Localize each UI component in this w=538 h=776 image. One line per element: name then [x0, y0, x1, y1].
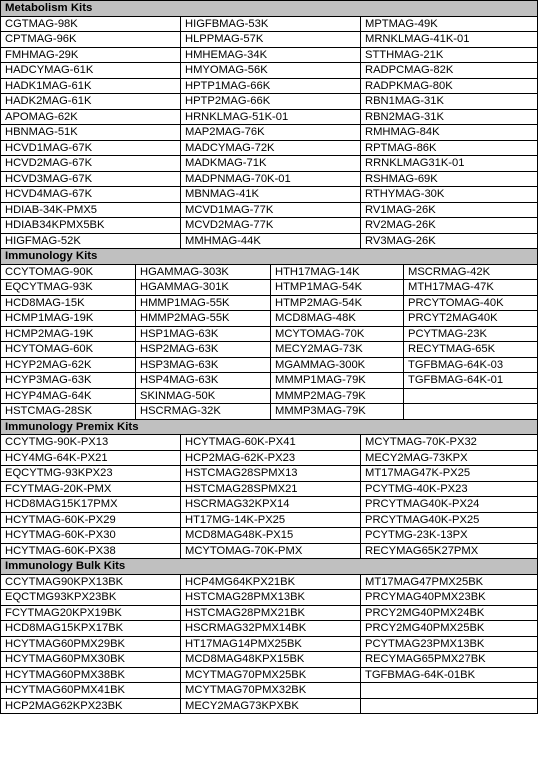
table-row — [1, 264, 538, 280]
table-row — [1, 698, 538, 714]
catalog-number-cell: FMHMAG-29K — [1, 47, 181, 63]
catalog-number-cell: HTMP1MAG-54K — [271, 280, 404, 296]
catalog-number-cell: HCYTOMAG-60K — [1, 342, 136, 358]
table-row — [1, 311, 538, 327]
catalog-number-cell: RV3MAG-26K — [361, 233, 538, 249]
catalog-number-cell: HSTCMAG28SPMX13 — [181, 466, 361, 482]
catalog-number-cell: HMMP1MAG-55K — [136, 295, 271, 311]
catalog-number-cell: HGAMMAG-301K — [136, 280, 271, 296]
catalog-number-cell: RECYMAG65PMX27BK — [361, 652, 538, 668]
catalog-number-cell: HCP2MAG-62K-PX23 — [181, 450, 361, 466]
catalog-number-cell: MBNMAG-41K — [181, 187, 361, 203]
catalog-number-cell: MCYTMAG70PMX25BK — [181, 667, 361, 683]
table-row — [1, 357, 538, 373]
catalog-number-cell: MCVD2MAG-77K — [181, 218, 361, 234]
catalog-number-cell: RPTMAG-86K — [361, 140, 538, 156]
catalog-number-cell: HCYTMAG-60K-PX41 — [181, 435, 361, 451]
catalog-number-cell: PRCYT2MAG40K — [404, 311, 538, 327]
empty-cell — [361, 683, 538, 699]
catalog-number-cell: MADCYMAG-72K — [181, 140, 361, 156]
catalog-number-cell: HCYTMAG60PMX30BK — [1, 652, 181, 668]
catalog-number-cell: HCYTMAG-60K-PX38 — [1, 543, 181, 559]
table-row — [1, 466, 538, 482]
table-row — [1, 109, 538, 125]
table-row — [1, 683, 538, 699]
catalog-number-cell: PCYTMAG-23K — [404, 326, 538, 342]
table-row — [1, 233, 538, 249]
catalog-number-cell: RECYMAG65K27PMX — [361, 543, 538, 559]
catalog-number-cell: HSP3MAG-63K — [136, 357, 271, 373]
table-row — [1, 187, 538, 203]
catalog-number-cell: FCYTMAG-20K-PMX — [1, 481, 181, 497]
table-row — [1, 202, 538, 218]
catalog-number-cell: HADK1MAG-61K — [1, 78, 181, 94]
table-row — [1, 512, 538, 528]
catalog-number-cell: PCYTMG-23K-13PX — [361, 528, 538, 544]
catalog-number-cell: MECY2MAG-73K — [271, 342, 404, 358]
catalog-number-cell: HMYOMAG-56K — [181, 63, 361, 79]
catalog-number-cell: EQCYTMG-93KPX23 — [1, 466, 181, 482]
catalog-number-cell: MMHMAG-44K — [181, 233, 361, 249]
table-row — [1, 32, 538, 48]
table-row — [1, 621, 538, 637]
catalog-number-cell: HSCRMAG32KPX14 — [181, 497, 361, 513]
catalog-number-cell: PCYTMAG23PMX13BK — [361, 636, 538, 652]
empty-cell — [361, 698, 538, 714]
catalog-number-cell: MECY2MAG-73KPX — [361, 450, 538, 466]
catalog-number-cell: HSTCMAG28PMX13BK — [181, 590, 361, 606]
catalog-number-cell: HGAMMAG-303K — [136, 264, 271, 280]
catalog-number-cell: EQCTMG93KPX23BK — [1, 590, 181, 606]
table-row — [1, 156, 538, 172]
catalog-number-cell: HCYP2MAG-62K — [1, 357, 136, 373]
catalog-number-cell: HMMP2MAG-55K — [136, 311, 271, 327]
catalog-number-cell: MAP2MAG-76K — [181, 125, 361, 141]
catalog-number-cell: MTH17MAG-47K — [404, 280, 538, 296]
catalog-number-cell: MCD8MAG48KPX15BK — [181, 652, 361, 668]
catalog-number-cell: EQCYTMAG-93K — [1, 280, 136, 296]
table-row — [1, 47, 538, 63]
catalog-number-cell: HCYTMAG60PMX38BK — [1, 667, 181, 683]
table-row — [1, 94, 538, 110]
catalog-number-cell: HCVD2MAG-67K — [1, 156, 181, 172]
catalog-number-cell: HCMP1MAG-19K — [1, 311, 136, 327]
catalog-number-cell: MT17MAG47K-PX25 — [361, 466, 538, 482]
catalog-number-cell: HDIAB34KPMX5BK — [1, 218, 181, 234]
table-row — [1, 590, 538, 606]
catalog-number-cell: RMHMAG-84K — [361, 125, 538, 141]
catalog-number-cell: MCD8MAG-48K — [271, 311, 404, 327]
catalog-number-cell: HCYTMAG60PMX29BK — [1, 636, 181, 652]
catalog-number-cell: HTH17MAG-14K — [271, 264, 404, 280]
catalog-number-cell: MSCRMAG-42K — [404, 264, 538, 280]
catalog-number-cell: HSTCMAG28SPMX21 — [181, 481, 361, 497]
section-header — [1, 559, 538, 575]
catalog-number-cell: HSTCMAG28PMX21BK — [181, 605, 361, 621]
catalog-number-cell: RBN1MAG-31K — [361, 94, 538, 110]
table-row — [1, 140, 538, 156]
catalog-number-cell: HCYTMAG60PMX41BK — [1, 683, 181, 699]
catalog-number-cell: SKINMAG-50K — [136, 388, 271, 404]
table-row — [1, 280, 538, 296]
section-header — [1, 1, 538, 17]
section-header — [1, 249, 538, 265]
table-row — [1, 404, 538, 420]
table-row — [1, 497, 538, 513]
catalog-number-cell: MMMP2MAG-79K — [271, 388, 404, 404]
table-row — [1, 16, 538, 32]
catalog-number-cell: PRCY2MG40PMX24BK — [361, 605, 538, 621]
catalog-number-cell: MCD8MAG48K-PX15 — [181, 528, 361, 544]
catalog-number-cell: HCY4MG-64K-PX21 — [1, 450, 181, 466]
catalog-number-cell: HPTP2MAG-66K — [181, 94, 361, 110]
section-header — [1, 419, 538, 435]
table-row — [1, 171, 538, 187]
table-row — [1, 63, 538, 79]
catalog-number-cell: HCYP3MAG-63K — [1, 373, 136, 389]
catalog-number-cell: RADPKMAG-80K — [361, 78, 538, 94]
table-row — [1, 528, 538, 544]
catalog-number-cell: HRNKLMAG-51K-01 — [181, 109, 361, 125]
table-row — [1, 605, 538, 621]
catalog-number-cell: HCYTMAG-60K-PX30 — [1, 528, 181, 544]
catalog-number-cell: MCYTMAG-70K-PX32 — [361, 435, 538, 451]
table-row — [1, 218, 538, 234]
table-row — [1, 450, 538, 466]
catalog-number-cell: TGFBMAG-64K-01 — [404, 373, 538, 389]
catalog-number-cell: MCYTOMAG-70K-PMX — [181, 543, 361, 559]
catalog-number-cell: CCYTMAG90KPX13BK — [1, 574, 181, 590]
catalog-number-cell: RBN2MAG-31K — [361, 109, 538, 125]
table-row — [1, 373, 538, 389]
table-row — [1, 326, 538, 342]
catalog-number-cell: HCD8MAG15KPX17BK — [1, 621, 181, 637]
catalog-number-cell: HCVD4MAG-67K — [1, 187, 181, 203]
catalog-number-cell: RV2MAG-26K — [361, 218, 538, 234]
table-row — [1, 388, 538, 404]
catalog-number-cell: HMHEMAG-34K — [181, 47, 361, 63]
catalog-number-cell: HADCYMAG-61K — [1, 63, 181, 79]
section-title: Immunology Kits — [1, 249, 538, 265]
empty-cell — [404, 388, 538, 404]
catalog-number-cell: HIGFBMAG-53K — [181, 16, 361, 32]
section-title: Metabolism Kits — [1, 1, 538, 17]
table-row — [1, 636, 538, 652]
catalog-number-cell: HCD8MAG15K17PMX — [1, 497, 181, 513]
catalog-number-cell: MPTMAG-49K — [361, 16, 538, 32]
catalog-number-cell: PRCYTOMAG-40K — [404, 295, 538, 311]
catalog-number-cell: RSHMAG-69K — [361, 171, 538, 187]
catalog-number-cell: HTMP2MAG-54K — [271, 295, 404, 311]
catalog-number-cell: STTHMAG-21K — [361, 47, 538, 63]
table-row — [1, 435, 538, 451]
table-row — [1, 652, 538, 668]
catalog-number-cell: RRNKLMAG31K-01 — [361, 156, 538, 172]
catalog-number-cell: HSCRMAG-32K — [136, 404, 271, 420]
catalog-number-cell: RECYTMAG-65K — [404, 342, 538, 358]
catalog-number-cell: HCYTMAG-60K-PX29 — [1, 512, 181, 528]
table-row — [1, 481, 538, 497]
catalog-number-cell: MADPNMAG-70K-01 — [181, 171, 361, 187]
table-row — [1, 543, 538, 559]
catalog-number-cell: TGFBMAG-64K-01BK — [361, 667, 538, 683]
table-row — [1, 574, 538, 590]
catalog-number-cell: PRCY2MG40PMX25BK — [361, 621, 538, 637]
catalog-number-cell: PCYTMG-40K-PX23 — [361, 481, 538, 497]
catalog-number-cell: HADK2MAG-61K — [1, 94, 181, 110]
catalog-number-cell: PRCYTMAG40K-PX25 — [361, 512, 538, 528]
catalog-number-cell: MGAMMAG-300K — [271, 357, 404, 373]
catalog-number-cell: FCYTMAG20KPX19BK — [1, 605, 181, 621]
catalog-number-cell: APOMAG-62K — [1, 109, 181, 125]
catalog-number-cell: HCYP4MAG-64K — [1, 388, 136, 404]
catalog-number-cell: PRCYMAG40PMX23BK — [361, 590, 538, 606]
catalog-number-cell: HCVD3MAG-67K — [1, 171, 181, 187]
catalog-number-cell: HCP4MG64KPX21BK — [181, 574, 361, 590]
catalog-number-cell: HT17MAG14PMX25BK — [181, 636, 361, 652]
catalog-number-cell: CCYTOMAG-90K — [1, 264, 136, 280]
catalog-number-cell: RV1MAG-26K — [361, 202, 538, 218]
catalog-number-cell: MECY2MAG73KPXBK — [181, 698, 361, 714]
catalog-number-cell: RADPCMAG-82K — [361, 63, 538, 79]
catalog-number-cell: TGFBMAG-64K-03 — [404, 357, 538, 373]
catalog-number-cell: HIGFMAG-52K — [1, 233, 181, 249]
catalog-number-cell: MRNKLMAG-41K-01 — [361, 32, 538, 48]
catalog-number-cell: HLPPMAG-57K — [181, 32, 361, 48]
catalog-number-cell: HBNMAG-51K — [1, 125, 181, 141]
catalog-number-cell: HSP4MAG-63K — [136, 373, 271, 389]
catalog-number-cell: HSP2MAG-63K — [136, 342, 271, 358]
catalog-number-cell: MMMP1MAG-79K — [271, 373, 404, 389]
catalog-number-cell: HPTP1MAG-66K — [181, 78, 361, 94]
catalog-number-cell: MMMP3MAG-79K — [271, 404, 404, 420]
catalog-number-cell: HSCRMAG32PMX14BK — [181, 621, 361, 637]
table-row — [1, 125, 538, 141]
catalog-number-cell: HT17MG-14K-PX25 — [181, 512, 361, 528]
catalog-number-cell: HDIAB-34K-PMX5 — [1, 202, 181, 218]
catalog-number-cell: CCYTMG-90K-PX13 — [1, 435, 181, 451]
catalog-number-cell: HCD8MAG-15K — [1, 295, 136, 311]
catalog-number-cell: HCP2MAG62KPX23BK — [1, 698, 181, 714]
table-row — [1, 295, 538, 311]
table-row — [1, 78, 538, 94]
catalog-number-cell: RTHYMAG-30K — [361, 187, 538, 203]
catalog-number-cell: HCVD1MAG-67K — [1, 140, 181, 156]
catalog-number-cell: CPTMAG-96K — [1, 32, 181, 48]
catalog-number-cell: HSTCMAG-28SK — [1, 404, 136, 420]
catalog-number-cell: HCMP2MAG-19K — [1, 326, 136, 342]
catalog-number-cell: CGTMAG-98K — [1, 16, 181, 32]
catalog-number-cell: MADKMAG-71K — [181, 156, 361, 172]
catalog-number-cell: MT17MAG47PMX25BK — [361, 574, 538, 590]
catalog-number-cell: PRCYTMAG40K-PX24 — [361, 497, 538, 513]
table-row — [1, 667, 538, 683]
catalog-number-cell: MCYTOMAG-70K — [271, 326, 404, 342]
empty-cell — [404, 404, 538, 420]
table-row — [1, 342, 538, 358]
section-title: Immunology Premix Kits — [1, 419, 538, 435]
catalog-number-cell: HSP1MAG-63K — [136, 326, 271, 342]
section-title: Immunology Bulk Kits — [1, 559, 538, 575]
catalog-number-cell: MCVD1MAG-77K — [181, 202, 361, 218]
catalog-number-cell: MCYTMAG70PMX32BK — [181, 683, 361, 699]
